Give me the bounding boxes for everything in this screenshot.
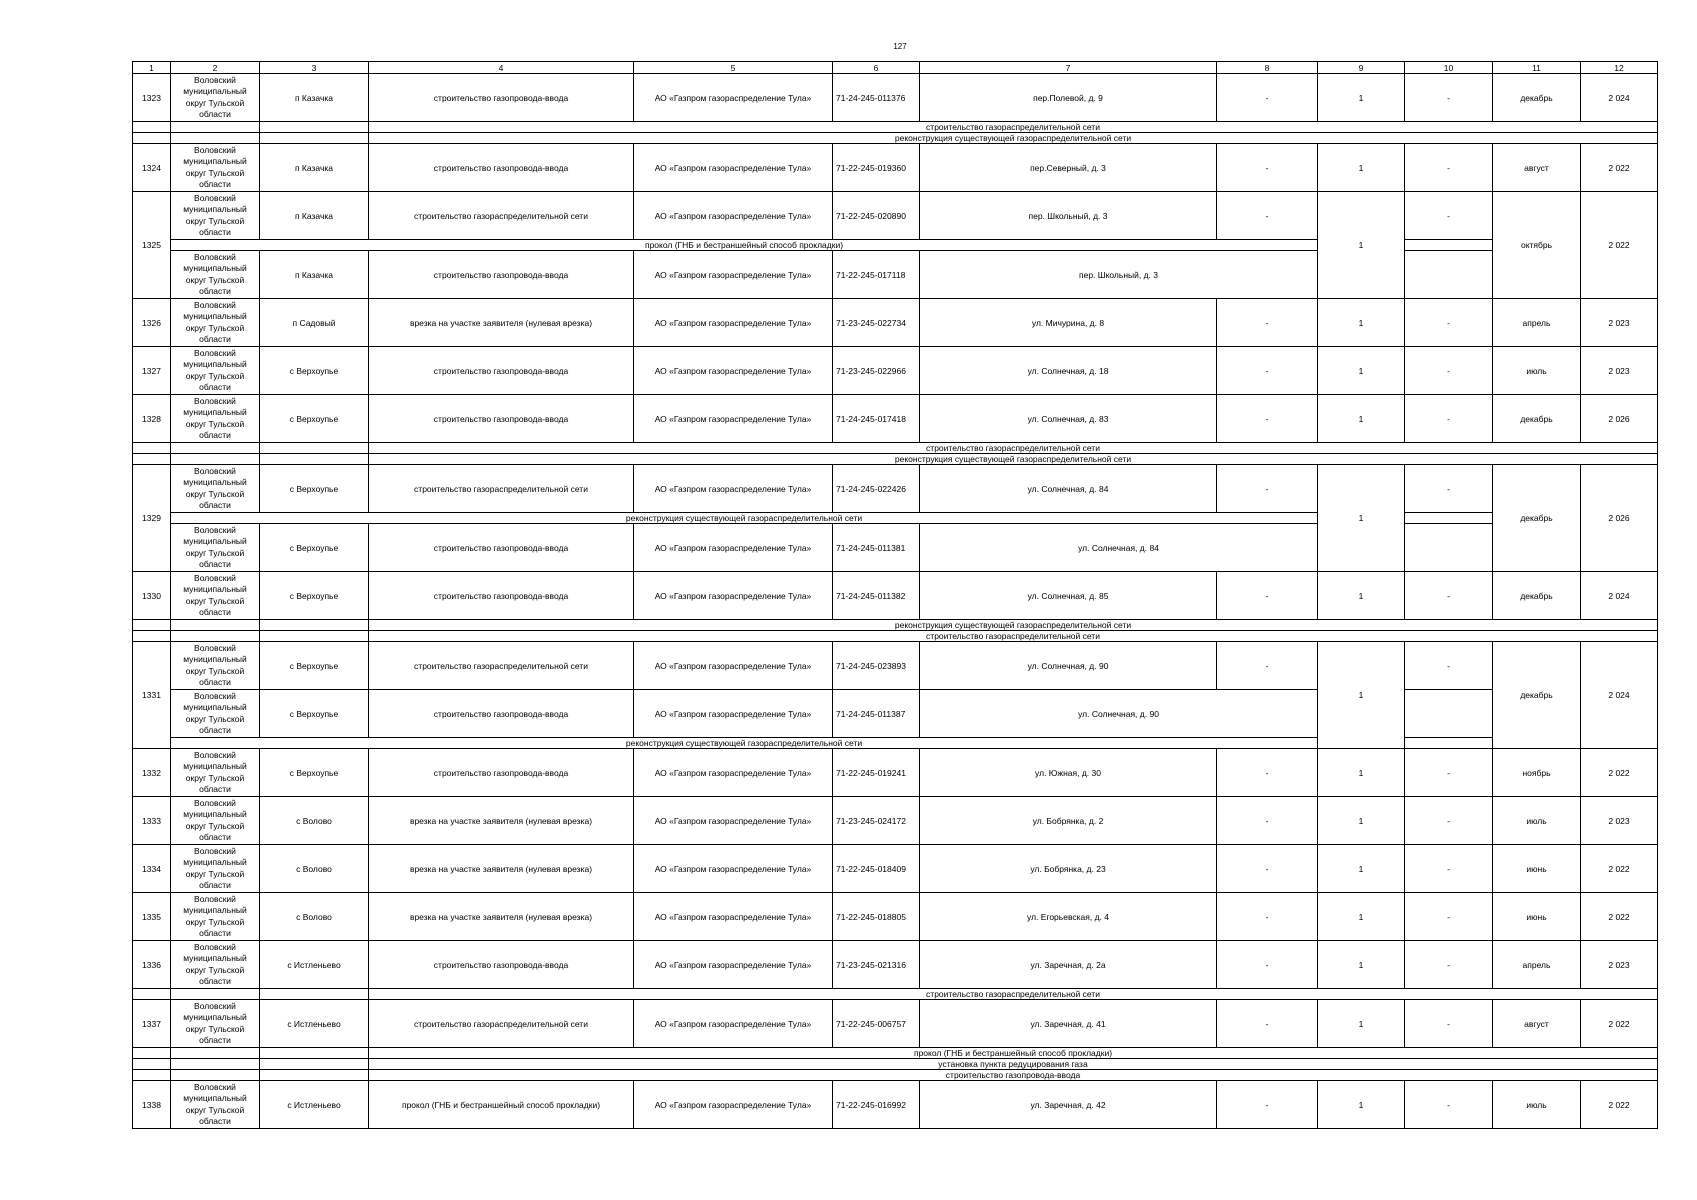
month: июль [1493,1081,1581,1129]
application-id: 71-24-245-023893 [833,642,920,690]
address: пер.Северный, д. 3 [920,144,1217,192]
col10-value: - [1405,395,1493,443]
subwork-label: строительство газопровода-ввода [369,1070,1658,1081]
address: ул. Южная, д. 30 [920,749,1217,797]
work-type: врезка на участке заявителя (нулевая врезка) [369,299,634,347]
address: ул. Заречная, д. 2а [920,941,1217,989]
month: июль [1493,347,1581,395]
municipality: Воловский муниципальный округ Тульской области [171,941,260,989]
row-number: 1332 [133,749,171,797]
table-row [133,749,1658,797]
month: декабрь [1493,465,1581,572]
row-number: 1333 [133,797,171,845]
col8-value: - [1217,845,1318,893]
column-header: 6 [833,62,920,74]
col10-value: - [1405,642,1493,690]
settlement: п Садовый [260,299,369,347]
column-header: 9 [1318,62,1405,74]
settlement: п Казачка [260,251,369,299]
year: 2 023 [1581,299,1658,347]
col9-value: 1 [1318,395,1405,443]
col8-value: - [1217,299,1318,347]
organization: АО «Газпром газораспределение Тула» [634,690,833,738]
col9-value: 1 [1318,192,1405,299]
address: ул. Солнечная, д. 84 [920,465,1217,513]
work-type: строительство газопровода-ввода [369,251,634,299]
month: декабрь [1493,395,1581,443]
work-type: строительство газопровода-ввода [369,144,634,192]
work-type: прокол (ГНБ и бестраншейный способ прокладки) [369,1081,634,1129]
month: октябрь [1493,192,1581,299]
organization: АО «Газпром газораспределение Тула» [634,144,833,192]
col10-value: - [1405,144,1493,192]
col10-value: - [1405,299,1493,347]
address: ул. Бобрянка, д. 2 [920,797,1217,845]
subwork-row [133,443,1658,454]
col10-value: - [1405,74,1493,122]
table-row [133,299,1658,347]
column-header: 10 [1405,62,1493,74]
application-id: 71-22-245-019360 [833,144,920,192]
application-id: 71-24-245-017418 [833,395,920,443]
application-id: 71-24-245-022426 [833,465,920,513]
row-number: 1337 [133,1000,171,1048]
col8-value: - [1217,1081,1318,1129]
municipality: Воловский муниципальный округ Тульской области [171,690,260,738]
application-id: 71-24-245-011382 [833,572,920,620]
row-number: 1329 [133,465,171,572]
subwork-row [133,133,1658,144]
column-header: 4 [369,62,634,74]
municipality: Воловский муниципальный округ Тульской области [171,299,260,347]
work-type: строительство газопровода-ввода [369,395,634,443]
col9-value: 1 [1318,845,1405,893]
address: ул. Солнечная, д. 90 [920,690,1318,738]
row-number: 1330 [133,572,171,620]
work-type: строительство газопровода-ввода [369,690,634,738]
application-id: 71-22-245-019241 [833,749,920,797]
col8-value: - [1217,347,1318,395]
municipality: Воловский муниципальный округ Тульской области [171,395,260,443]
year: 2 024 [1581,74,1658,122]
year: 2 022 [1581,893,1658,941]
table-row [133,1000,1658,1048]
year: 2 023 [1581,347,1658,395]
year: 2 022 [1581,144,1658,192]
col8-value: - [1217,395,1318,443]
address: ул. Егорьевская, д. 4 [920,893,1217,941]
municipality: Воловский муниципальный округ Тульской области [171,465,260,513]
row-number: 1334 [133,845,171,893]
work-type: строительство газораспределительной сети [369,465,634,513]
organization: АО «Газпром газораспределение Тула» [634,893,833,941]
organization: АО «Газпром газораспределение Тула» [634,749,833,797]
application-id: 71-24-245-011387 [833,690,920,738]
address: ул. Солнечная, д. 18 [920,347,1217,395]
col8-value: - [1217,192,1318,240]
settlement: с Верхоупье [260,395,369,443]
column-header: 8 [1217,62,1318,74]
col8-value: - [1217,465,1318,513]
application-id: 71-24-245-011376 [833,74,920,122]
application-id: 71-23-245-024172 [833,797,920,845]
col9-value: 1 [1318,465,1405,572]
table-row [133,524,1658,572]
subwork-label: реконструкция существующей газораспределительной сети [369,133,1658,144]
table-row [133,251,1658,299]
column-header-row [133,62,1658,74]
table-row [133,192,1658,240]
application-id: 71-23-245-022966 [833,347,920,395]
table-row [133,845,1658,893]
work-type: строительство газопровода-ввода [369,749,634,797]
settlement: с Верхоупье [260,642,369,690]
settlement: с Верхоупье [260,749,369,797]
address: пер. Школьный, д. 3 [920,251,1318,299]
col10-value: - [1405,749,1493,797]
month: декабрь [1493,642,1581,749]
municipality: Воловский муниципальный округ Тульской области [171,845,260,893]
work-type: строительство газораспределительной сети [369,192,634,240]
settlement: п Казачка [260,144,369,192]
gasification-register-table [132,61,1658,1129]
municipality: Воловский муниципальный округ Тульской области [171,893,260,941]
col9-value: 1 [1318,144,1405,192]
col8-value: - [1217,749,1318,797]
col9-value: 1 [1318,797,1405,845]
col10-value: - [1405,192,1493,240]
table-row [133,893,1658,941]
address: ул. Солнечная, д. 85 [920,572,1217,620]
subwork-row [133,1070,1658,1081]
col8-value: - [1217,941,1318,989]
organization: АО «Газпром газораспределение Тула» [634,797,833,845]
organization: АО «Газпром газораспределение Тула» [634,941,833,989]
row-number: 1326 [133,299,171,347]
settlement: с Верхоупье [260,572,369,620]
application-id: 71-22-245-016992 [833,1081,920,1129]
organization: АО «Газпром газораспределение Тула» [634,642,833,690]
page-number: 127 [893,42,907,51]
month: август [1493,1000,1581,1048]
application-id: 71-23-245-022734 [833,299,920,347]
row-number: 1323 [133,74,171,122]
year: 2 022 [1581,845,1658,893]
year: 2 024 [1581,572,1658,620]
settlement: с Истленьево [260,1081,369,1129]
row-number: 1335 [133,893,171,941]
year: 2 026 [1581,395,1658,443]
col8-value: - [1217,144,1318,192]
organization: АО «Газпром газораспределение Тула» [634,299,833,347]
municipality: Воловский муниципальный округ Тульской области [171,251,260,299]
settlement: с Верхоупье [260,465,369,513]
settlement: с Верхоупье [260,524,369,572]
col9-value: 1 [1318,749,1405,797]
month: декабрь [1493,572,1581,620]
work-type: строительство газопровода-ввода [369,941,634,989]
subwork-label: прокол (ГНБ и бестраншейный способ прокладки) [369,1048,1658,1059]
application-id: 71-23-245-021316 [833,941,920,989]
row-number: 1324 [133,144,171,192]
work-type: строительство газопровода-ввода [369,74,634,122]
month: июнь [1493,893,1581,941]
col9-value: 1 [1318,1000,1405,1048]
row-number: 1331 [133,642,171,749]
address: ул. Солнечная, д. 84 [920,524,1318,572]
organization: АО «Газпром газораспределение Тула» [634,572,833,620]
application-id: 71-24-245-011381 [833,524,920,572]
settlement: с Верхоупье [260,347,369,395]
work-type: строительство газопровода-ввода [369,572,634,620]
work-type: строительство газопровода-ввода [369,347,634,395]
year: 2 026 [1581,465,1658,572]
subwork-label: строительство газораспределительной сети [369,989,1658,1000]
table-row [133,144,1658,192]
settlement: с Волово [260,845,369,893]
col8-value: - [1217,642,1318,690]
row-number: 1325 [133,192,171,299]
address: ул. Бобрянка, д. 23 [920,845,1217,893]
col10-value: - [1405,797,1493,845]
subwork-label: прокол (ГНБ и бестраншейный способ прокладки) [171,240,1318,251]
address: пер. Школьный, д. 3 [920,192,1217,240]
col8-value: - [1217,893,1318,941]
col9-value: 1 [1318,642,1405,749]
col9-value: 1 [1318,941,1405,989]
col9-value: 1 [1318,893,1405,941]
year: 2 022 [1581,192,1658,299]
col10-value: - [1405,893,1493,941]
column-header: 11 [1493,62,1581,74]
column-header: 3 [260,62,369,74]
subwork-label: реконструкция существующей газораспределительной сети [171,513,1318,524]
work-type: строительство газопровода-ввода [369,524,634,572]
year: 2 024 [1581,642,1658,749]
subwork-label: реконструкция существующей газораспределительной сети [171,738,1318,749]
month: декабрь [1493,74,1581,122]
table-row [133,1081,1658,1129]
organization: АО «Газпром газораспределение Тула» [634,524,833,572]
settlement: с Волово [260,797,369,845]
subwork-row [133,513,1658,524]
subwork-row [133,738,1658,749]
month: ноябрь [1493,749,1581,797]
col10-value: - [1405,572,1493,620]
municipality: Воловский муниципальный округ Тульской области [171,1000,260,1048]
municipality: Воловский муниципальный округ Тульской области [171,642,260,690]
table-row [133,74,1658,122]
month: апрель [1493,941,1581,989]
col10-value: - [1405,347,1493,395]
subwork-row [133,1048,1658,1059]
col8-value: - [1217,74,1318,122]
work-type: строительство газораспределительной сети [369,1000,634,1048]
organization: АО «Газпром газораспределение Тула» [634,1081,833,1129]
col10-value: - [1405,941,1493,989]
table-row [133,642,1658,690]
row-number: 1336 [133,941,171,989]
col9-value: 1 [1318,572,1405,620]
col10-value: - [1405,465,1493,513]
application-id: 71-22-245-018805 [833,893,920,941]
table-row [133,690,1658,738]
organization: АО «Газпром газораспределение Тула» [634,1000,833,1048]
work-type: врезка на участке заявителя (нулевая врезка) [369,797,634,845]
table-row [133,347,1658,395]
work-type: строительство газораспределительной сети [369,642,634,690]
month: апрель [1493,299,1581,347]
address: ул. Заречная, д. 41 [920,1000,1217,1048]
organization: АО «Газпром газораспределение Тула» [634,74,833,122]
application-id: 71-22-245-020890 [833,192,920,240]
subwork-label: строительство газораспределительной сети [369,631,1658,642]
municipality: Воловский муниципальный округ Тульской области [171,797,260,845]
month: июнь [1493,845,1581,893]
organization: АО «Газпром газораспределение Тула» [634,251,833,299]
year: 2 022 [1581,1000,1658,1048]
year: 2 022 [1581,749,1658,797]
settlement: с Истленьево [260,941,369,989]
municipality: Воловский муниципальный округ Тульской области [171,74,260,122]
organization: АО «Газпром газораспределение Тула» [634,845,833,893]
column-header: 5 [634,62,833,74]
row-number: 1327 [133,347,171,395]
municipality: Воловский муниципальный округ Тульской области [171,1081,260,1129]
col10-value: - [1405,1000,1493,1048]
column-header: 12 [1581,62,1658,74]
subwork-row [133,122,1658,133]
municipality: Воловский муниципальный округ Тульской области [171,347,260,395]
subwork-row [133,631,1658,642]
col9-value: 1 [1318,347,1405,395]
column-header: 2 [171,62,260,74]
col8-value: - [1217,797,1318,845]
table-row [133,395,1658,443]
organization: АО «Газпром газораспределение Тула» [634,192,833,240]
year: 2 023 [1581,797,1658,845]
subwork-label: реконструкция существующей газораспределительной сети [369,620,1658,631]
table-row [133,465,1658,513]
settlement: с Волово [260,893,369,941]
col9-value: 1 [1318,299,1405,347]
address: ул. Солнечная, д. 83 [920,395,1217,443]
row-number: 1338 [133,1081,171,1129]
municipality: Воловский муниципальный округ Тульской области [171,524,260,572]
address: ул. Заречная, д. 42 [920,1081,1217,1129]
subwork-row [133,1059,1658,1070]
col10-value: - [1405,845,1493,893]
subwork-label: реконструкция существующей газораспределительной сети [369,454,1658,465]
col9-value: 1 [1318,1081,1405,1129]
year: 2 022 [1581,1081,1658,1129]
application-id: 71-22-245-006757 [833,1000,920,1048]
municipality: Воловский муниципальный округ Тульской области [171,572,260,620]
month: август [1493,144,1581,192]
month: июль [1493,797,1581,845]
col8-value: - [1217,572,1318,620]
subwork-label: строительство газораспределительной сети [369,122,1658,133]
work-type: врезка на участке заявителя (нулевая врезка) [369,845,634,893]
subwork-row [133,454,1658,465]
organization: АО «Газпром газораспределение Тула» [634,395,833,443]
subwork-label: строительство газораспределительной сети [369,443,1658,454]
municipality: Воловский муниципальный округ Тульской области [171,192,260,240]
organization: АО «Газпром газораспределение Тула» [634,347,833,395]
subwork-label: установка пункта редуцирования газа [369,1059,1658,1070]
column-header: 7 [920,62,1217,74]
col9-value: 1 [1318,74,1405,122]
address: ул. Солнечная, д. 90 [920,642,1217,690]
settlement: п Казачка [260,192,369,240]
work-type: врезка на участке заявителя (нулевая врезка) [369,893,634,941]
address: пер.Полевой, д. 9 [920,74,1217,122]
municipality: Воловский муниципальный округ Тульской области [171,144,260,192]
municipality: Воловский муниципальный округ Тульской области [171,749,260,797]
settlement: с Истленьево [260,1000,369,1048]
subwork-row [133,989,1658,1000]
organization: АО «Газпром газораспределение Тула» [634,465,833,513]
col8-value: - [1217,1000,1318,1048]
application-id: 71-22-245-017118 [833,251,920,299]
column-header: 1 [133,62,171,74]
year: 2 023 [1581,941,1658,989]
application-id: 71-22-245-018409 [833,845,920,893]
settlement: с Верхоупье [260,690,369,738]
subwork-row [133,620,1658,631]
table-row [133,572,1658,620]
address: ул. Мичурина, д. 8 [920,299,1217,347]
col10-value: - [1405,1081,1493,1129]
table-row [133,797,1658,845]
subwork-row [133,240,1658,251]
settlement: п Казачка [260,74,369,122]
table-row [133,941,1658,989]
row-number: 1328 [133,395,171,443]
